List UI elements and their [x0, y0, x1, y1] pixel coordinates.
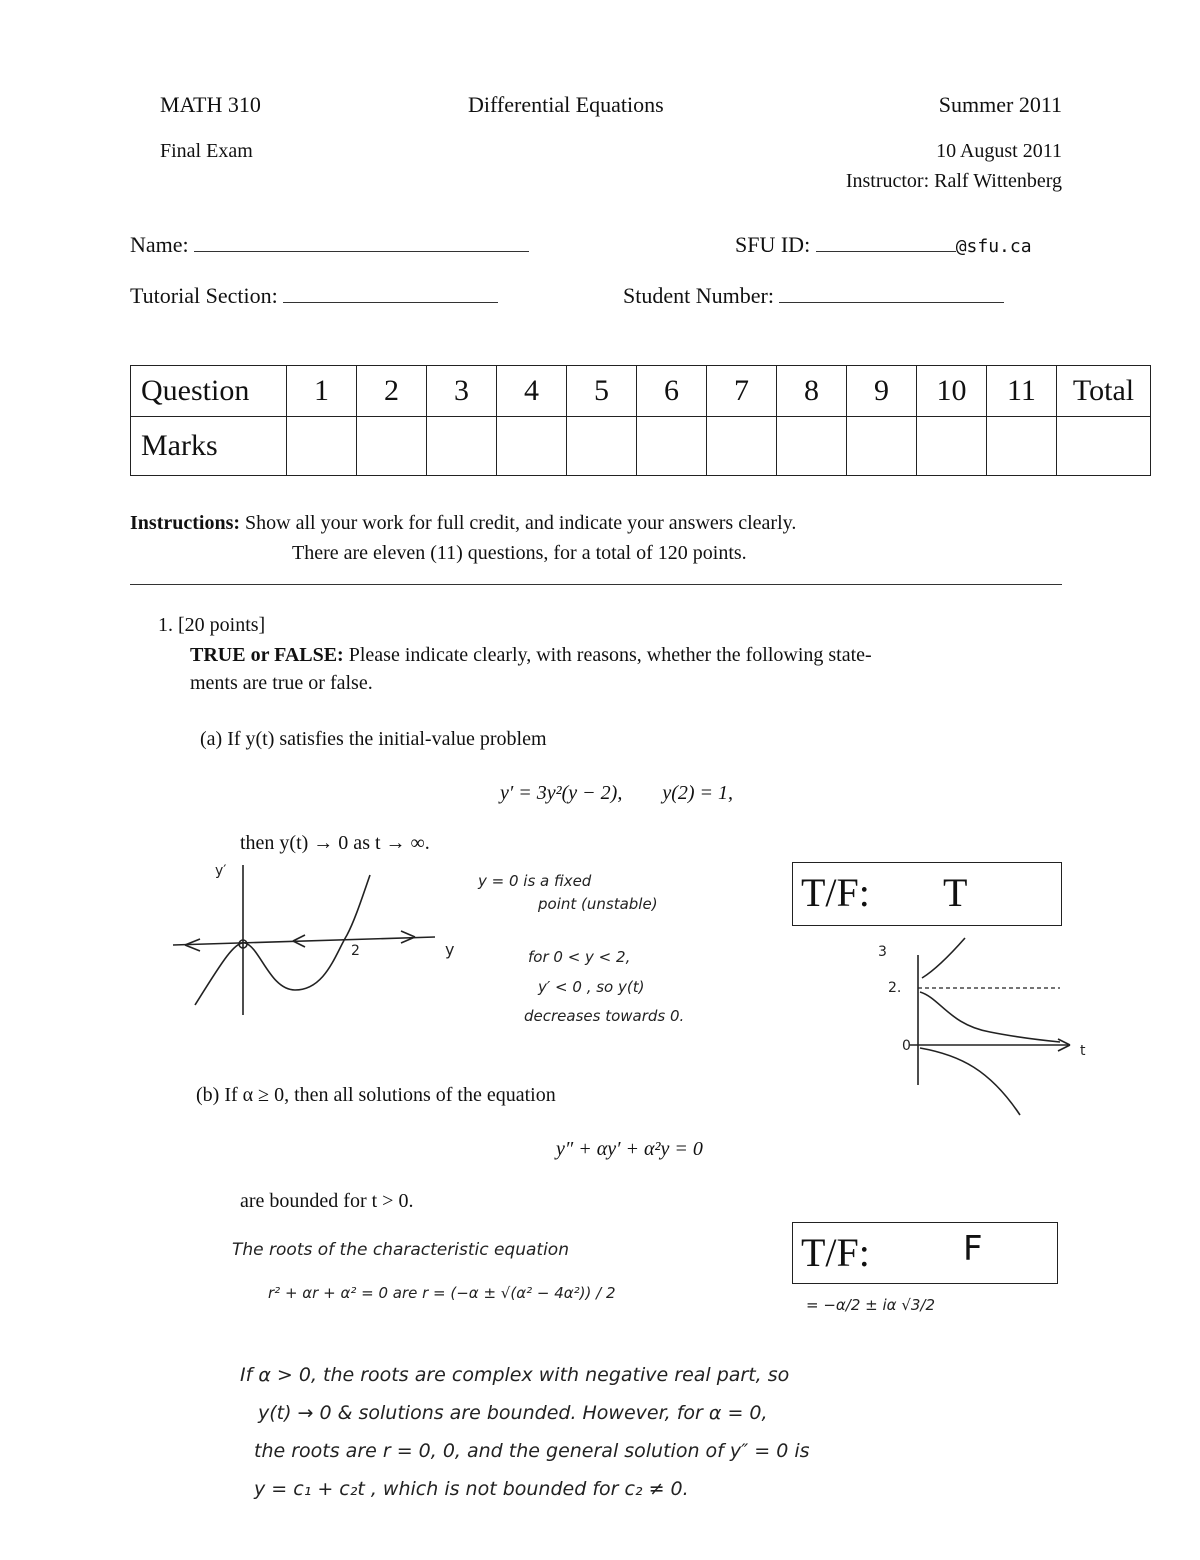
- question-cell-8: 8: [777, 366, 847, 417]
- marks-cell-3[interactable]: [427, 417, 497, 476]
- part-b-tf-box[interactable]: [792, 1222, 1058, 1284]
- marks-cell-1[interactable]: [287, 417, 357, 476]
- marks-header-cell: Marks: [131, 417, 287, 476]
- question-header-cell: Question: [131, 366, 287, 417]
- tutorial-section-input-line[interactable]: [283, 302, 498, 303]
- course-title: Differential Equations: [468, 92, 664, 117]
- question-1-header: [158, 614, 265, 637]
- sfu-id-input-line[interactable]: [816, 251, 956, 252]
- sketch-label-yprime: y′: [215, 863, 227, 879]
- divider: [130, 584, 1062, 585]
- question-1-prompt: [190, 644, 872, 667]
- exam-term: Summer 2011: [938, 92, 1062, 117]
- part-b-work-3: If α > 0, the roots are complex with negative real part, so: [240, 1364, 790, 1386]
- student-number-input-line[interactable]: [779, 302, 1004, 303]
- part-b-equation: y″ + αy′ + α²y = 0: [556, 1138, 703, 1160]
- tutorial-section-label: Tutorial Section:: [130, 283, 278, 308]
- part-b-work-4: y(t) → 0 & solutions are bounded. However, for α = 0,: [258, 1402, 768, 1424]
- exam-date: 10 August 2011: [936, 140, 1062, 162]
- question-cell-11: 11: [987, 366, 1057, 417]
- marks-cell-2[interactable]: [357, 417, 427, 476]
- student-number-label: Student Number:: [623, 283, 774, 308]
- graph-label-zero: 0: [902, 1038, 911, 1054]
- marks-table-marks-row: [131, 417, 1151, 476]
- instructor: Instructor: Ralf Wittenberg: [845, 170, 1062, 192]
- graph-curve-below: [920, 1048, 1020, 1115]
- part-b-text: If α ≥ 0, then all solutions of the equation: [224, 1084, 556, 1106]
- part-b-work-6: y = c₁ + c₂t , which is not bounded for c₂ ≠ 0.: [254, 1478, 689, 1500]
- student-number-field[interactable]: [623, 283, 1004, 309]
- graph-label-t: t: [1080, 1043, 1086, 1059]
- graph-curve-between: [920, 992, 1060, 1042]
- part-a-work-1: y = 0 is a fixed: [478, 872, 592, 890]
- prompt-bold: TRUE or FALSE:: [190, 644, 344, 666]
- part-b-statement: [196, 1084, 556, 1107]
- part-b-work-5: the roots are r = 0, 0, and the general solution of y″ = 0 is: [254, 1440, 810, 1462]
- sfu-id-suffix: @sfu.ca: [955, 236, 1032, 257]
- sketch-curve: [195, 875, 370, 1005]
- sfu-id-label: SFU ID:: [735, 232, 811, 257]
- question-cell-10: 10: [917, 366, 987, 417]
- exam-type: Final Exam: [160, 140, 253, 162]
- part-b-tf-label: T/F:: [801, 1230, 870, 1275]
- name-label: Name:: [130, 232, 189, 257]
- phase-line-sketch: [165, 855, 465, 1025]
- question-number: 1.: [158, 614, 173, 636]
- marks-table: [130, 365, 1151, 476]
- part-a-work-4: y′ < 0 , so y(t): [538, 978, 645, 996]
- part-a-work-5: decreases towards 0.: [524, 1007, 685, 1025]
- course-code: MATH 310: [160, 92, 261, 117]
- part-b-work-1: The roots of the characteristic equation: [232, 1240, 569, 1260]
- sketch-horizontal-axis: [173, 937, 435, 945]
- marks-cell-9[interactable]: [847, 417, 917, 476]
- part-a-text: If y(t) satisfies the initial-value problem: [227, 728, 547, 750]
- marks-cell-8[interactable]: [777, 417, 847, 476]
- question-cell-5: 5: [567, 366, 637, 417]
- graph-label-three: 3: [878, 944, 887, 960]
- marks-cell-7[interactable]: [707, 417, 777, 476]
- instructions-line-1: Show all your work for full credit, and indicate your answers clearly.: [245, 512, 797, 534]
- instructions-line-2: There are eleven (11) questions, for a total of 120 points.: [292, 542, 747, 564]
- sketch-label-y: y: [445, 940, 455, 959]
- part-b-tf-answer: F: [963, 1229, 983, 1269]
- name-field[interactable]: [130, 232, 529, 258]
- question-cell-3: 3: [427, 366, 497, 417]
- part-b-work-2: r² + αr + α² = 0 are r = (−α ± √(α² − 4α²)) / 2: [268, 1284, 616, 1302]
- question-cell-2: 2: [357, 366, 427, 417]
- marks-cell-6[interactable]: [637, 417, 707, 476]
- instructions: [130, 512, 796, 535]
- instructions-label: Instructions:: [130, 512, 241, 534]
- part-a-conclusion: then y(t) → 0 as t → ∞.: [240, 832, 430, 854]
- marks-table-header-row: [131, 366, 1151, 417]
- prompt-line-2: ments are true or false.: [190, 672, 373, 694]
- sfu-id-field[interactable]: [735, 232, 1032, 258]
- prompt-line-1: Please indicate clearly, with reasons, whether the following state-: [348, 644, 872, 666]
- part-b-label: (b): [196, 1084, 220, 1106]
- marks-cell-11[interactable]: [987, 417, 1057, 476]
- name-input-line[interactable]: [194, 251, 529, 252]
- sketch-label-two: 2: [351, 943, 360, 959]
- solution-graph: [870, 930, 1100, 1130]
- graph-label-two: 2.: [888, 980, 902, 996]
- part-b-conclusion: are bounded for t > 0.: [240, 1190, 414, 1212]
- graph-curve-above: [922, 938, 965, 978]
- part-a-work-3: for 0 < y < 2,: [528, 948, 631, 966]
- part-a-tf-box[interactable]: [792, 862, 1062, 926]
- question-cell-total: Total: [1057, 366, 1151, 417]
- tutorial-section-field[interactable]: [130, 283, 498, 309]
- question-cell-9: 9: [847, 366, 917, 417]
- marks-cell-10[interactable]: [917, 417, 987, 476]
- part-a-equation: y′ = 3y²(y − 2), y(2) = 1,: [500, 782, 734, 804]
- marks-cell-4[interactable]: [497, 417, 567, 476]
- question-cell-1: 1: [287, 366, 357, 417]
- marks-cell-5[interactable]: [567, 417, 637, 476]
- marks-cell-total[interactable]: [1057, 417, 1151, 476]
- part-a-work-2: point (unstable): [538, 895, 658, 913]
- question-cell-4: 4: [497, 366, 567, 417]
- part-b-work-2b: = −α/2 ± iα √3/2: [806, 1296, 936, 1314]
- part-a-label: (a): [200, 728, 223, 750]
- part-a-statement: [200, 728, 547, 751]
- part-a-tf-answer: T: [943, 870, 968, 915]
- part-a-tf-label: T/F:: [801, 870, 870, 915]
- question-points: [20 points]: [178, 614, 266, 636]
- question-cell-7: 7: [707, 366, 777, 417]
- question-cell-6: 6: [637, 366, 707, 417]
